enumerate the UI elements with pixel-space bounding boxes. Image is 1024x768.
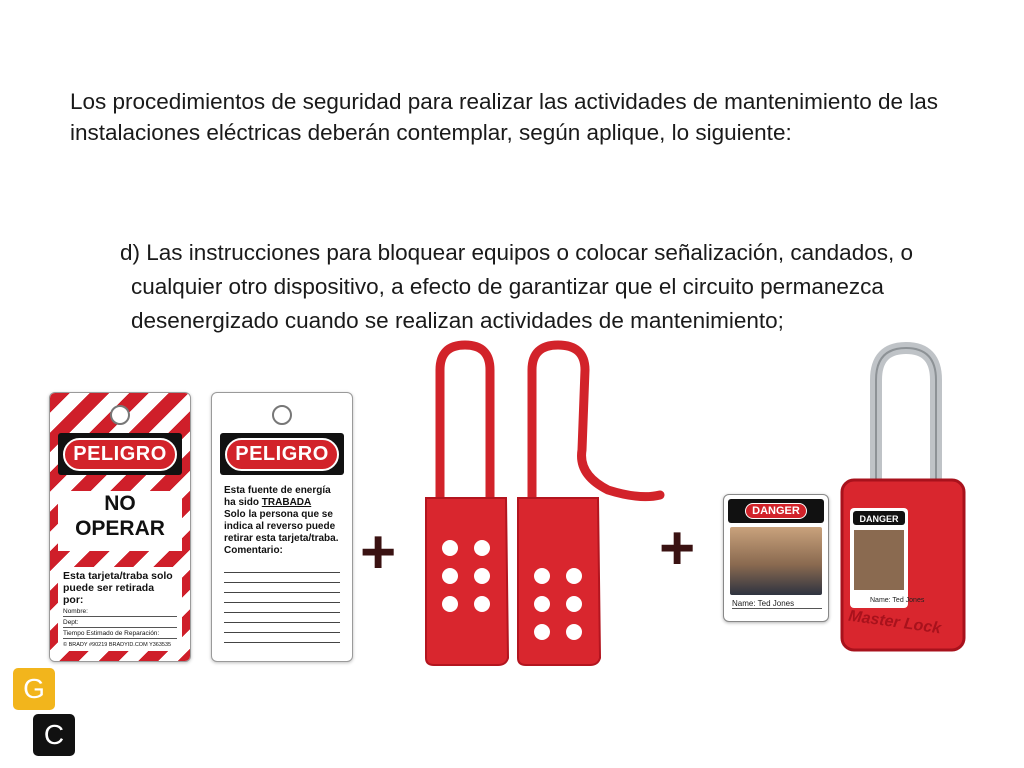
trabada-word: TRABADA	[261, 497, 312, 508]
comment-lines	[224, 563, 340, 643]
warning-line-1: NO	[104, 492, 136, 515]
photo-id-card	[723, 494, 829, 622]
peligro-label: PELIGRO	[225, 438, 339, 471]
trabada-line-1	[224, 485, 344, 509]
danger-tag-trabada	[211, 392, 353, 662]
warning-line-2: OPERAR	[75, 517, 165, 540]
portrait-photo	[730, 527, 822, 595]
plus-sign-2: +	[659, 514, 696, 583]
comentario-label: Comentario:	[224, 545, 283, 556]
lock-brand: Master Lock	[847, 607, 943, 638]
tag-hole	[272, 405, 292, 425]
lockout-hasp-icon	[410, 340, 670, 670]
card-danger-label: DANGER	[745, 503, 807, 519]
item-d-paragraph: d) Las instrucciones para bloquear equipos o colocar señalización, candados, o cualquier otro dispositivo, a efecto de garantizar que el circuito permanezca desenergizado cuando se realizan actividades de mantenimiento;	[120, 240, 913, 333]
tag-note: Esta tarjeta/traba solo puede ser retirada por:	[63, 570, 173, 606]
tag-code: © BRADY #90219 BRADYID.COM Y363535	[63, 642, 172, 648]
trabada-line-1-text: Esta fuente de energía ha sido	[224, 485, 331, 508]
no-operar-panel	[58, 491, 182, 551]
tag-field-name: Nombre:	[63, 607, 177, 617]
lock-danger-label: DANGER	[859, 514, 899, 524]
lock-name: Name: Ted Jones	[870, 597, 925, 604]
trabada-text	[224, 485, 344, 557]
tag-field-time: Tiempo Estimado de Reparación:	[63, 629, 177, 639]
card-name: Name: Ted Jones	[732, 599, 822, 609]
peligro-label: PELIGRO	[63, 438, 177, 471]
nav-button-g[interactable]: G	[13, 668, 55, 710]
card-danger-band	[728, 499, 824, 523]
tag-fine-print	[58, 567, 182, 651]
plus-sign-1: +	[360, 518, 397, 587]
danger-tag-no-operar	[49, 392, 191, 662]
tag-hole	[110, 405, 130, 425]
nav-button-c[interactable]: C	[33, 714, 75, 756]
intro-paragraph: Los procedimientos de seguridad para realizar las actividades de mantenimiento de las instalaciones eléctricas deberán contemplar, según aplique, lo siguiente:	[70, 89, 938, 145]
tag-field-dept: Dept:	[63, 618, 177, 628]
peligro-band	[220, 433, 344, 475]
trabada-line-2: Solo la persona que se indica al reverso puede retirar esta tarjeta/traba.	[224, 509, 339, 544]
peligro-band	[58, 433, 182, 475]
